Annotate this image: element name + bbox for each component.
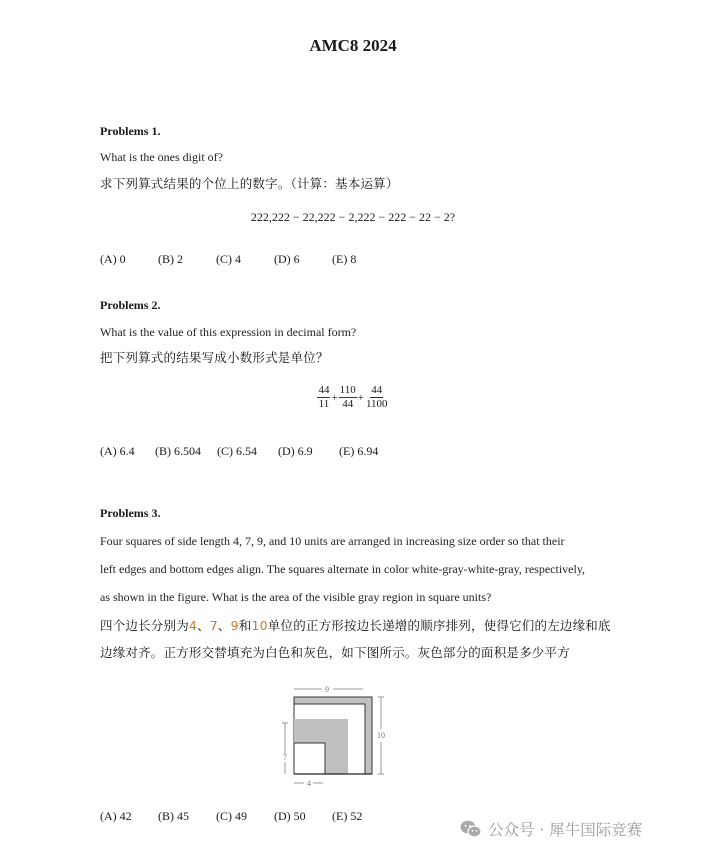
- text-segment: 边缘对齐。正方形交替填充为白色和灰色，如下图所示。灰色部分的面积是多少平方: [100, 645, 570, 660]
- choice-a[interactable]: (A) 6.4: [100, 444, 135, 458]
- choice-e[interactable]: (E) 6.94: [339, 444, 379, 458]
- label-bottom: 4: [307, 779, 311, 788]
- problem-2-expression: [0, 384, 706, 411]
- problem-1-heading: Problems 1.: [100, 124, 161, 138]
- problem-3-question-zh-line-2: [100, 643, 570, 661]
- numerator: 44: [318, 384, 330, 396]
- fraction-1: [317, 384, 330, 411]
- text-segment: 和: [238, 618, 252, 633]
- choice-c[interactable]: (C) 49: [216, 809, 247, 823]
- choice-d[interactable]: (D) 6.9: [278, 444, 313, 458]
- document-title: AMC8 2024: [309, 36, 397, 55]
- problem-3-heading: Problems 3.: [100, 506, 161, 520]
- wechat-icon: [460, 820, 482, 838]
- number-highlight: 4: [188, 618, 198, 633]
- label-right: 10: [377, 731, 385, 740]
- squares-figure: [275, 682, 395, 792]
- choice-d[interactable]: (D) 50: [274, 809, 306, 823]
- choice-c[interactable]: (C) 6.54: [217, 444, 257, 458]
- choice-b[interactable]: (B) 2: [158, 252, 183, 266]
- problem-1-expression: 222,222 − 22,222 − 2,222 − 222 − 22 − 2?: [250, 210, 456, 224]
- problem-2-heading: Problems 2.: [100, 298, 161, 312]
- fraction-3: [365, 384, 389, 411]
- problem-3-choices: [100, 809, 390, 824]
- dimension-left: [282, 723, 288, 774]
- number-highlight: 9: [230, 618, 239, 633]
- label-top: 9: [325, 685, 329, 694]
- numerator: 110: [339, 384, 356, 396]
- choice-b[interactable]: (B) 45: [158, 809, 189, 823]
- problem-2-question-en: What is the value of this expression in decimal form?: [100, 325, 357, 339]
- choice-a[interactable]: (A) 0: [100, 252, 126, 266]
- denominator: 1100: [365, 398, 388, 410]
- fraction-2: [339, 384, 357, 411]
- problem-2-question-zh: 把下列算式的结果写成小数形式是单位？: [100, 350, 329, 365]
- numerator: 44: [371, 384, 383, 396]
- square-4: [294, 743, 325, 774]
- problem-3-question-en-line-1: Four squares of side length 4, 7, 9, and 10 units are arranged in increasing size order so that their: [100, 534, 565, 548]
- choice-b[interactable]: (B) 6.504: [155, 444, 201, 458]
- problem-3-question-en-line-3: as shown in the figure. What is the area of the visible gray region in square units?: [100, 590, 492, 604]
- plus-sign: +: [357, 391, 364, 404]
- problem-3-question-zh-line-1: [100, 616, 611, 634]
- problem-1-question-en: What is the ones digit of?: [100, 150, 223, 164]
- problem-2-choices: [100, 444, 399, 459]
- choice-e[interactable]: (E) 8: [332, 252, 357, 266]
- text-segment: 四个边长分别为: [100, 618, 189, 633]
- watermark: [460, 818, 642, 840]
- choice-e[interactable]: (E) 52: [332, 809, 363, 823]
- number-highlight: 7: [209, 618, 218, 633]
- problem-1-choices: [100, 252, 390, 267]
- watermark-text: 公众号 · 犀牛国际竞赛: [488, 821, 643, 839]
- problem-1-question-zh: 求下列算式结果的个位上的数字。（计算：基本运算）: [100, 176, 399, 191]
- choice-c[interactable]: (C) 4: [216, 252, 241, 266]
- choice-d[interactable]: (D) 6: [274, 252, 300, 266]
- number-highlight: 10: [251, 618, 268, 633]
- problem-3-question-en-line-2: left edges and bottom edges align. The squares alternate in color white-gray-white-gray, respectively,: [100, 562, 586, 576]
- text-segment: 、: [217, 618, 231, 633]
- choice-a[interactable]: (A) 42: [100, 809, 132, 823]
- denominator: 44: [342, 398, 354, 410]
- label-left: 7: [283, 753, 287, 762]
- text-segment: 单位的正方形按边长递增的顺序排列，使得它们的左边缘和底: [267, 618, 611, 633]
- text-segment: 、: [197, 618, 210, 633]
- plus-sign: +: [331, 391, 338, 404]
- denominator: 11: [318, 398, 330, 410]
